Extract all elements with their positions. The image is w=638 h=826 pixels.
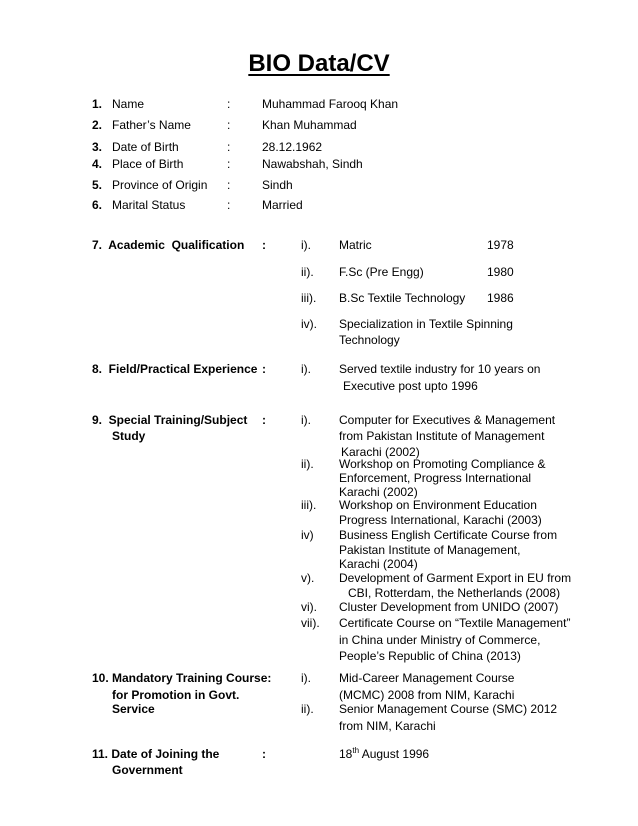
item-line: in China under Ministry of Commerce, — [339, 633, 541, 647]
item-text: Matric — [339, 238, 372, 252]
item-line: Pakistan Institute of Management, — [339, 543, 521, 557]
experience-label: 8. Field/Practical Experience — [92, 362, 258, 376]
personal-value: Nawabshah, Sindh — [262, 157, 363, 171]
item-index: ii). — [301, 265, 314, 279]
mandatory-label-line: Service — [112, 702, 155, 716]
document-title-wrap — [0, 50, 638, 78]
item-line: Cluster Development from UNIDO (2007) — [339, 600, 559, 614]
item-line: Karachi (2004) — [339, 557, 418, 571]
item-text: F.Sc (Pre Engg) — [339, 265, 424, 279]
item-line: Technology — [339, 333, 400, 347]
personal-colon: : — [227, 118, 231, 132]
personal-value: Khan Muhammad — [262, 118, 357, 132]
item-index: i). — [301, 671, 311, 685]
item-index: iv) — [301, 528, 314, 542]
section-colon: : — [262, 362, 266, 376]
item-index: ii). — [301, 457, 314, 471]
item-index: i). — [301, 362, 311, 376]
item-line: Progress International, Karachi (2003) — [339, 513, 542, 527]
mandatory-label-line: for Promotion in Govt. — [112, 688, 240, 702]
section-colon: : — [262, 747, 266, 761]
item-line: from NIM, Karachi — [339, 719, 436, 733]
item-line: Development of Garment Export in EU from — [339, 571, 572, 585]
joining-day-suffix: th — [352, 746, 360, 755]
personal-value: Muhammad Farooq Khan — [262, 97, 399, 111]
item-line: CBI, Rotterdam, the Netherlands (2008) — [348, 586, 561, 600]
item-index: iii). — [301, 498, 317, 512]
item-line: Workshop on Environment Education — [339, 498, 537, 512]
item-index: vii). — [301, 616, 320, 630]
personal-value: Married — [262, 198, 303, 212]
item-text: B.Sc Textile Technology — [339, 291, 466, 305]
joining-month-year: August 1996 — [359, 747, 430, 761]
item-index: vi). — [301, 600, 317, 614]
personal-colon: : — [227, 157, 231, 171]
item-index: v). — [301, 571, 315, 585]
section-colon: : — [262, 413, 266, 427]
item-line: from Pakistan Institute of Management — [339, 429, 545, 443]
item-year: 1978 — [487, 238, 514, 252]
item-line: Senior Management Course (SMC) 2012 — [339, 702, 558, 716]
mandatory-label-line: 10. Mandatory Training Course: — [92, 671, 272, 685]
personal-value: 28.12.1962 — [262, 140, 323, 154]
item-line: Workshop on Promoting Compliance & — [339, 457, 546, 471]
training-label-line: 9. Special Training/Subject — [92, 413, 248, 427]
personal-label: Marital Status — [112, 198, 186, 212]
item-line: Executive post upto 1996 — [343, 379, 478, 393]
joining-label-line: Government — [112, 763, 183, 777]
item-line: Served textile industry for 10 years on — [339, 362, 541, 376]
section-colon: : — [262, 238, 266, 252]
personal-colon: : — [227, 198, 231, 212]
item-line: Certificate Course on “Textile Management” — [339, 616, 571, 630]
item-line: Business English Certificate Course from — [339, 528, 558, 542]
item-year: 1980 — [487, 265, 514, 279]
personal-label: Father’s Name — [112, 118, 191, 132]
item-line: Mid-Career Management Course — [339, 671, 515, 685]
item-line: Karachi (2002) — [339, 485, 418, 499]
joining-date — [339, 746, 429, 762]
item-index: i). — [301, 413, 311, 427]
item-line: People’s Republic of China (2013) — [339, 649, 521, 663]
item-index: iv). — [301, 317, 317, 331]
personal-num: 3. — [92, 140, 103, 154]
personal-label: Place of Birth — [112, 157, 184, 171]
training-label-line: Study — [112, 429, 146, 443]
item-line: Computer for Executives & Management — [339, 413, 556, 427]
item-line: Specialization in Textile Spinning — [339, 317, 513, 331]
document-title: BIO Data/CV — [248, 50, 390, 77]
joining-label-line: 11. Date of Joining the — [92, 747, 220, 761]
personal-num: 5. — [92, 178, 103, 192]
item-index: iii). — [301, 291, 317, 305]
personal-label: Province of Origin — [112, 178, 208, 192]
personal-num: 4. — [92, 157, 103, 171]
personal-colon: : — [227, 97, 231, 111]
academic-label: 7. Academic Qualification — [92, 238, 245, 252]
personal-num: 6. — [92, 198, 103, 212]
personal-colon: : — [227, 178, 231, 192]
item-line: Karachi (2002) — [341, 445, 420, 459]
personal-label: Name — [112, 97, 145, 111]
joining-day: 18 — [339, 747, 353, 761]
item-year: 1986 — [487, 291, 514, 305]
personal-num: 1. — [92, 97, 103, 111]
item-line: (MCMC) 2008 from NIM, Karachi — [339, 688, 515, 702]
personal-value: Sindh — [262, 178, 293, 192]
personal-colon: : — [227, 140, 231, 154]
item-line: Enforcement, Progress International — [339, 471, 532, 485]
item-index: ii). — [301, 702, 314, 716]
personal-label: Date of Birth — [112, 140, 179, 154]
personal-num: 2. — [92, 118, 103, 132]
item-index: i). — [301, 238, 311, 252]
